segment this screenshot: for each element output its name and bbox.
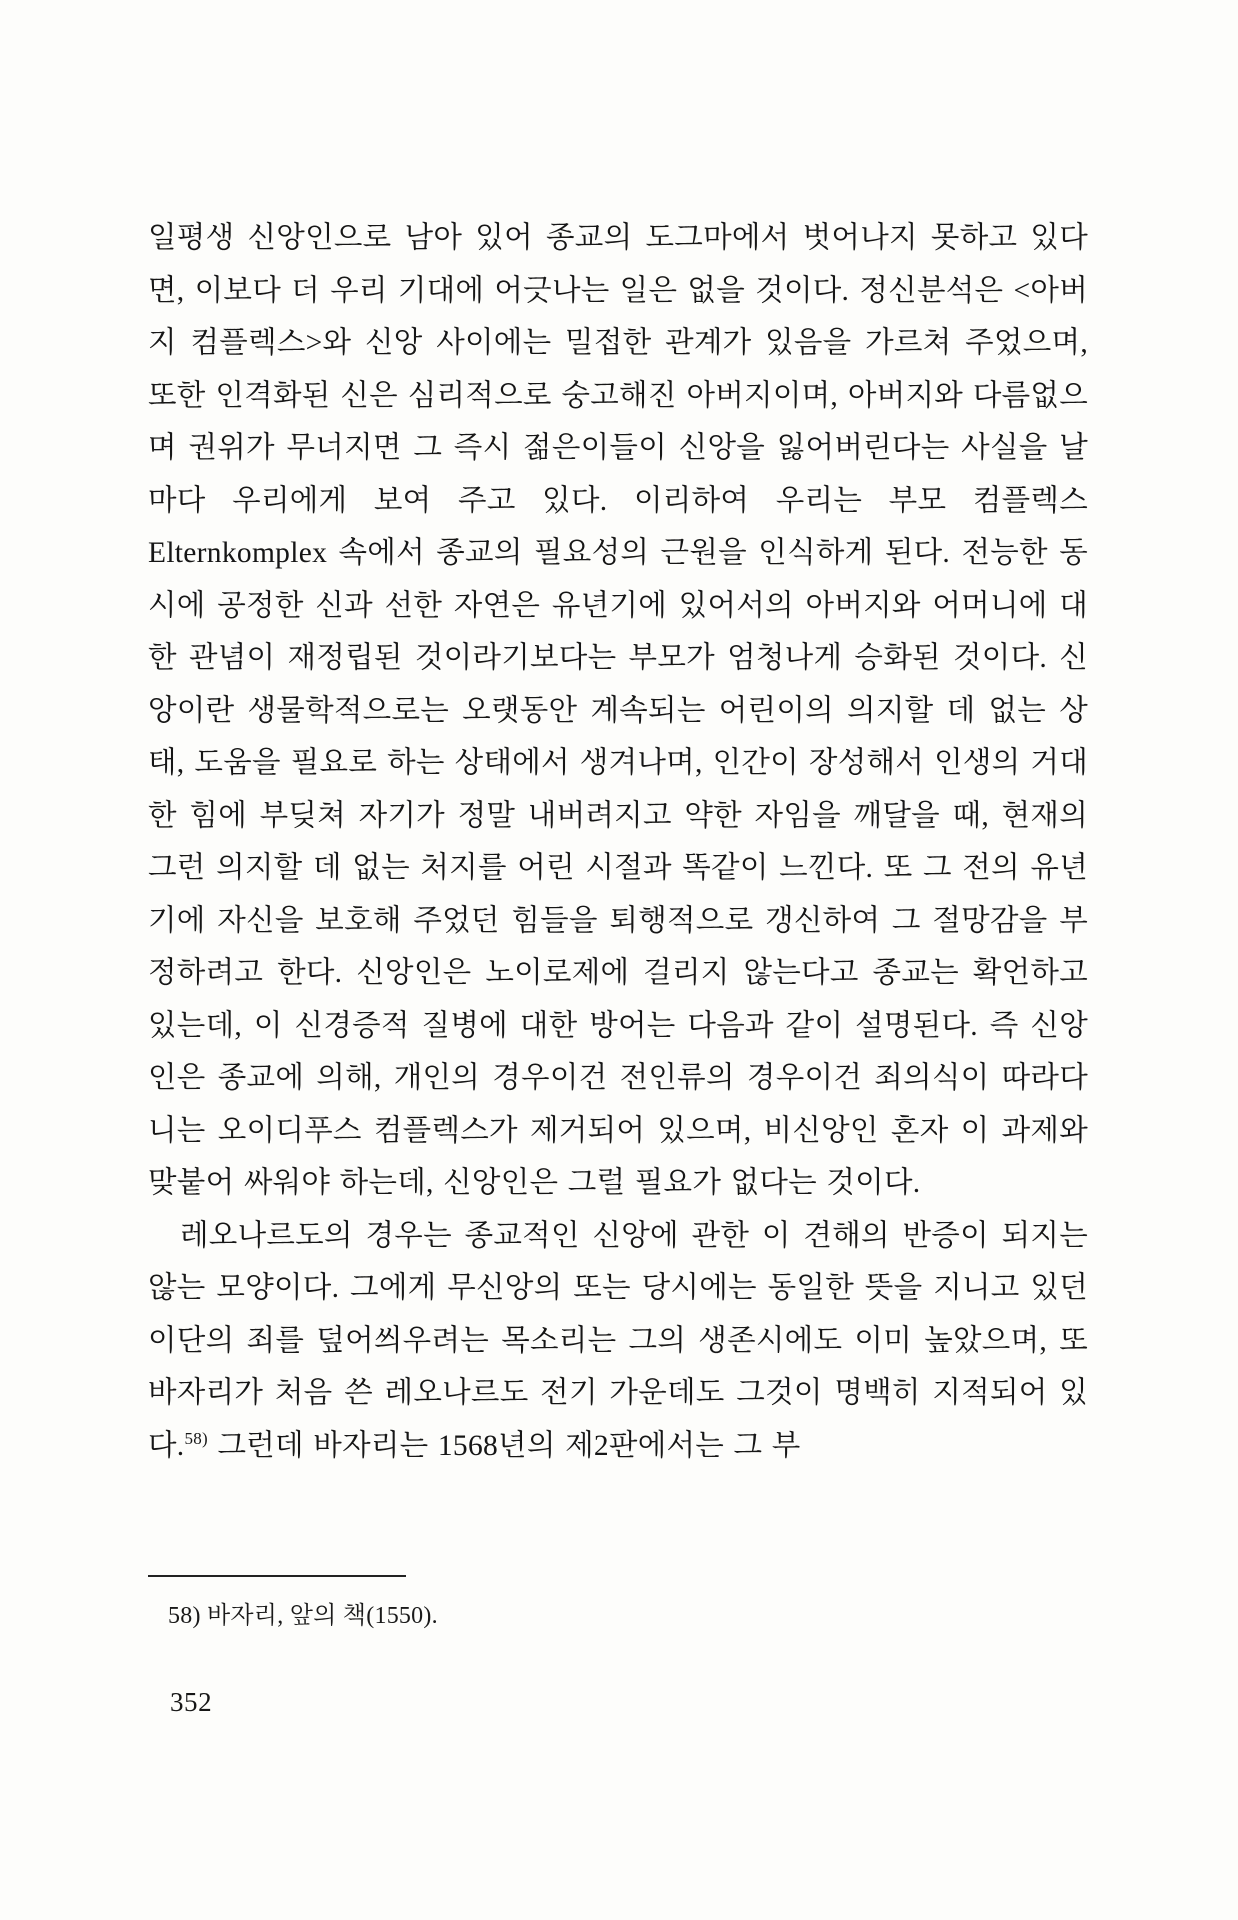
footnote-reference-marker: 58) bbox=[184, 1428, 209, 1448]
paragraph-2-text-before-note: 레오나르도의 경우는 종교적인 신앙에 관한 이 견해의 반증이 되지는 않는 모양이다. 그에게 무신앙의 또는 당시에는 동일한 뜻을 지니고 있던 이단의 죄를 덮어씌우려는 목소리는 그의 생존시에도 이미 높았으며, 또 바자리가 처음 쓴 레오나르도 전기 가운데도 그것이 명백히 지적되어 있다. bbox=[148, 1219, 1088, 1462]
footnote-separator-rule bbox=[148, 1575, 406, 1577]
paragraph-1: 일평생 신앙인으로 남아 있어 종교의 도그마에서 벗어나지 못하고 있다면, 이보다 더 우리 기대에 어긋나는 일은 없을 것이다. 정신분석은 <아버지 컴플렉스>와 신앙 사이에는 밀접한 관계가 있음을 가르쳐 주었으며, 또한 인격화된 신은 심리적으로 숭고해진 아버지이며, 아버지와 다름없으며 권위가 무너지면 그 즉시 젊은이들이 신앙을 잃어버린다는 사실을 날마다 우리에게 보여 주고 있다. 이리하여 우리는 부모 컴플렉스 Elternkomplex 속에서 종교의 필요성의 근원을 인식하게 된다. 전능한 동시에 공정한 신과 선한 자연은 유년기에 있어서의 아버지와 어머니에 대한 관념이 재정립된 것이라기보다는 부모가 엄청나게 승화된 것이다. 신앙이란 생물학적으로는 오랫동안 계속되는 어린이의 의지할 데 없는 상태, 도움을 필요로 하는 상태에서 생겨나며, 인간이 장성해서 인생의 거대한 힘에 부딪쳐 자기가 정말 내버려지고 약한 자임을 깨달을 때, 현재의 그런 의지할 데 없는 처지를 어린 시절과 똑같이 느낀다. 또 그 전의 유년기에 자신을 보호해 주었던 힘들을 퇴행적으로 갱신하여 그 절망감을 부정하려고 한다. 신앙인은 노이로제에 걸리지 않는다고 종교는 확언하고 있는데, 이 신경증적 질병에 대한 방어는 다음과 같이 설명된다. 즉 신앙인은 종교에 의해, 개인의 경우이건 전인류의 경우이건 죄의식이 따라다니는 오이디푸스 컴플렉스가 제거되어 있으며, 비신앙인 혼자 이 과제와 맞붙어 싸워야 하는데, 신앙인은 그럴 필요가 없다는 것이다. bbox=[148, 222, 1088, 1199]
paragraph-2-text-after-note: 그런데 바자리는 1568년의 제2판에서는 그 부 bbox=[208, 1429, 801, 1462]
footnote-text: 58) 바자리, 앞의 책(1550). bbox=[168, 1603, 438, 1629]
body-text-block bbox=[148, 212, 1088, 1472]
page-number: 352 bbox=[170, 1687, 213, 1717]
paragraph-2 bbox=[148, 1210, 1088, 1473]
